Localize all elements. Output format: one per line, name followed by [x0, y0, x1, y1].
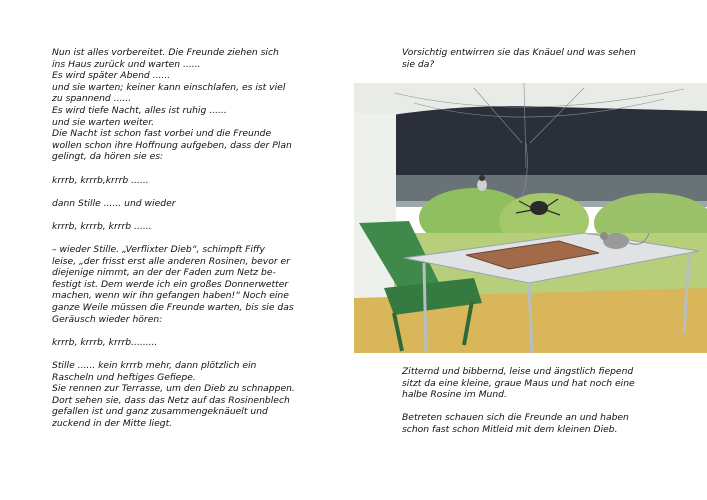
illustration [354, 83, 707, 353]
right-page-top-text: Vorsichtig entwirren sie das Knäuel und was sehen sie da? [402, 47, 636, 70]
left-page [0, 0, 353, 500]
right-page [354, 0, 707, 500]
right-page-bottom-text: Zitternd und bibbernd, leise und ängstlich fiepend sitzt da eine kleine, graue Maus und hat noch eine halbe Rosine im Mund. Betreten schauen sich die Freunde an und haben schon fast schon Mitleid mit dem kleinen Dieb. [402, 366, 635, 435]
left-page-text: Nun ist alles vorbereitet. Die Freunde ziehen sich ins Haus zurück und warten ...... Es wird später Abend ...... und sie warten; keiner kann einschlafen, es ist viel zu spannend ...... Es wird tiefe Nacht, alles ist ruhig ...... und sie warten weiter. Die Nacht ist schon fast vorbei und die Freunde wollen schon ihre Hoffnung aufgeben, dass der Plan gelingt, da hören sie es: krrrb, krrrb,krrrb ...... dann Stille ...... und wieder krrrb, krrrb, krrrb ...... – wieder Stille. „Verflixter Dieb“, schimpft Fiffy leise, „der frisst erst alle anderen Rosinen, bevor er diejenige nimmt, an der der Faden zum Netz be- festigt ist. Dem werde ich ein großes Donnerwetter machen, wenn wir ihn gefangen haben!“ Noch eine ganze Weile müssen die Freunde warten, bis sie das Geräusch wieder hören: krrrb, krrrb, krrrb......... Stille ...... kein krrrb mehr, dann plötzlich ein Rascheln und heftiges Gefiepe. Sie rennen zur Terrasse, um den Dieb zu schnappen. Dort sehen sie, dass das Netz auf das Rosinenblech gefallen ist und ganz zusammengeknäuelt und zuckend in der Mitte liegt. [52, 47, 295, 429]
